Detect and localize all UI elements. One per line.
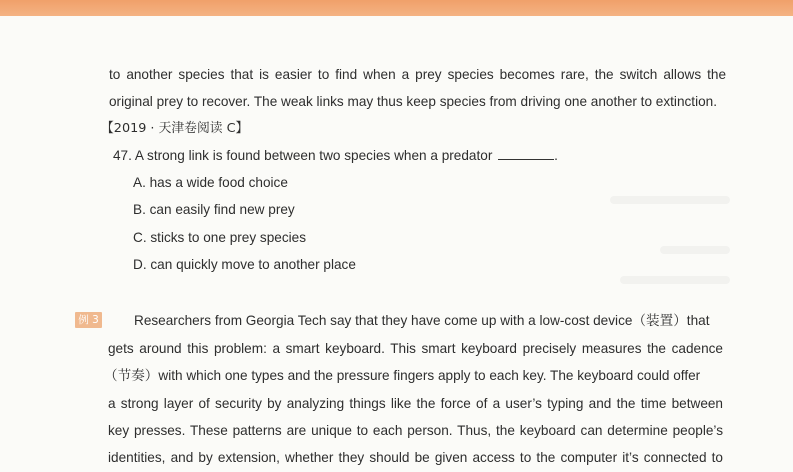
passage-line: to another species that is easier to find when a prey species becomes rare, the switch allows the bbox=[109, 67, 726, 82]
question-stem bbox=[113, 147, 558, 165]
question-end: . bbox=[554, 148, 558, 163]
example-line: key presses. These patterns are unique to each person. Thus, the keyboard can determine people’s bbox=[108, 423, 723, 438]
option-a: A. has a wide food choice bbox=[133, 175, 288, 190]
example-line: identities, and by extension, whether they should be given access to the computer it’s connected to bbox=[108, 450, 723, 465]
top-decorative-band bbox=[0, 0, 793, 16]
option-b: B. can easily find new prey bbox=[133, 202, 295, 217]
example-line: Researchers from Georgia Tech say that they have come up with a low-cost device（装置）that bbox=[134, 313, 710, 328]
example-line: gets around this problem: a smart keyboard. This smart keyboard precisely measures the cadence bbox=[108, 341, 723, 356]
option-c: C. sticks to one prey species bbox=[133, 230, 307, 245]
show-through-mark bbox=[660, 246, 730, 254]
example-tag: 例 3 bbox=[75, 312, 102, 328]
example-line: a strong layer of security by analyzing things like the force of a user’s typing and the time between bbox=[108, 396, 723, 411]
show-through-mark bbox=[610, 196, 730, 204]
example-line: （节奏）with which one types and the pressure fingers apply to each key. The keyboard could offer bbox=[104, 368, 701, 383]
answer-blank bbox=[498, 147, 554, 160]
passage-line: original prey to recover. The weak links may thus keep species from driving one another to extinction. bbox=[109, 94, 718, 109]
question-text: 47. A strong link is found between two species when a predator bbox=[113, 148, 493, 163]
show-through-mark bbox=[620, 276, 730, 284]
option-d: D. can quickly move to another place bbox=[133, 257, 356, 272]
source-reference: 【2019 · 天津卷阅读 C】 bbox=[101, 121, 249, 136]
